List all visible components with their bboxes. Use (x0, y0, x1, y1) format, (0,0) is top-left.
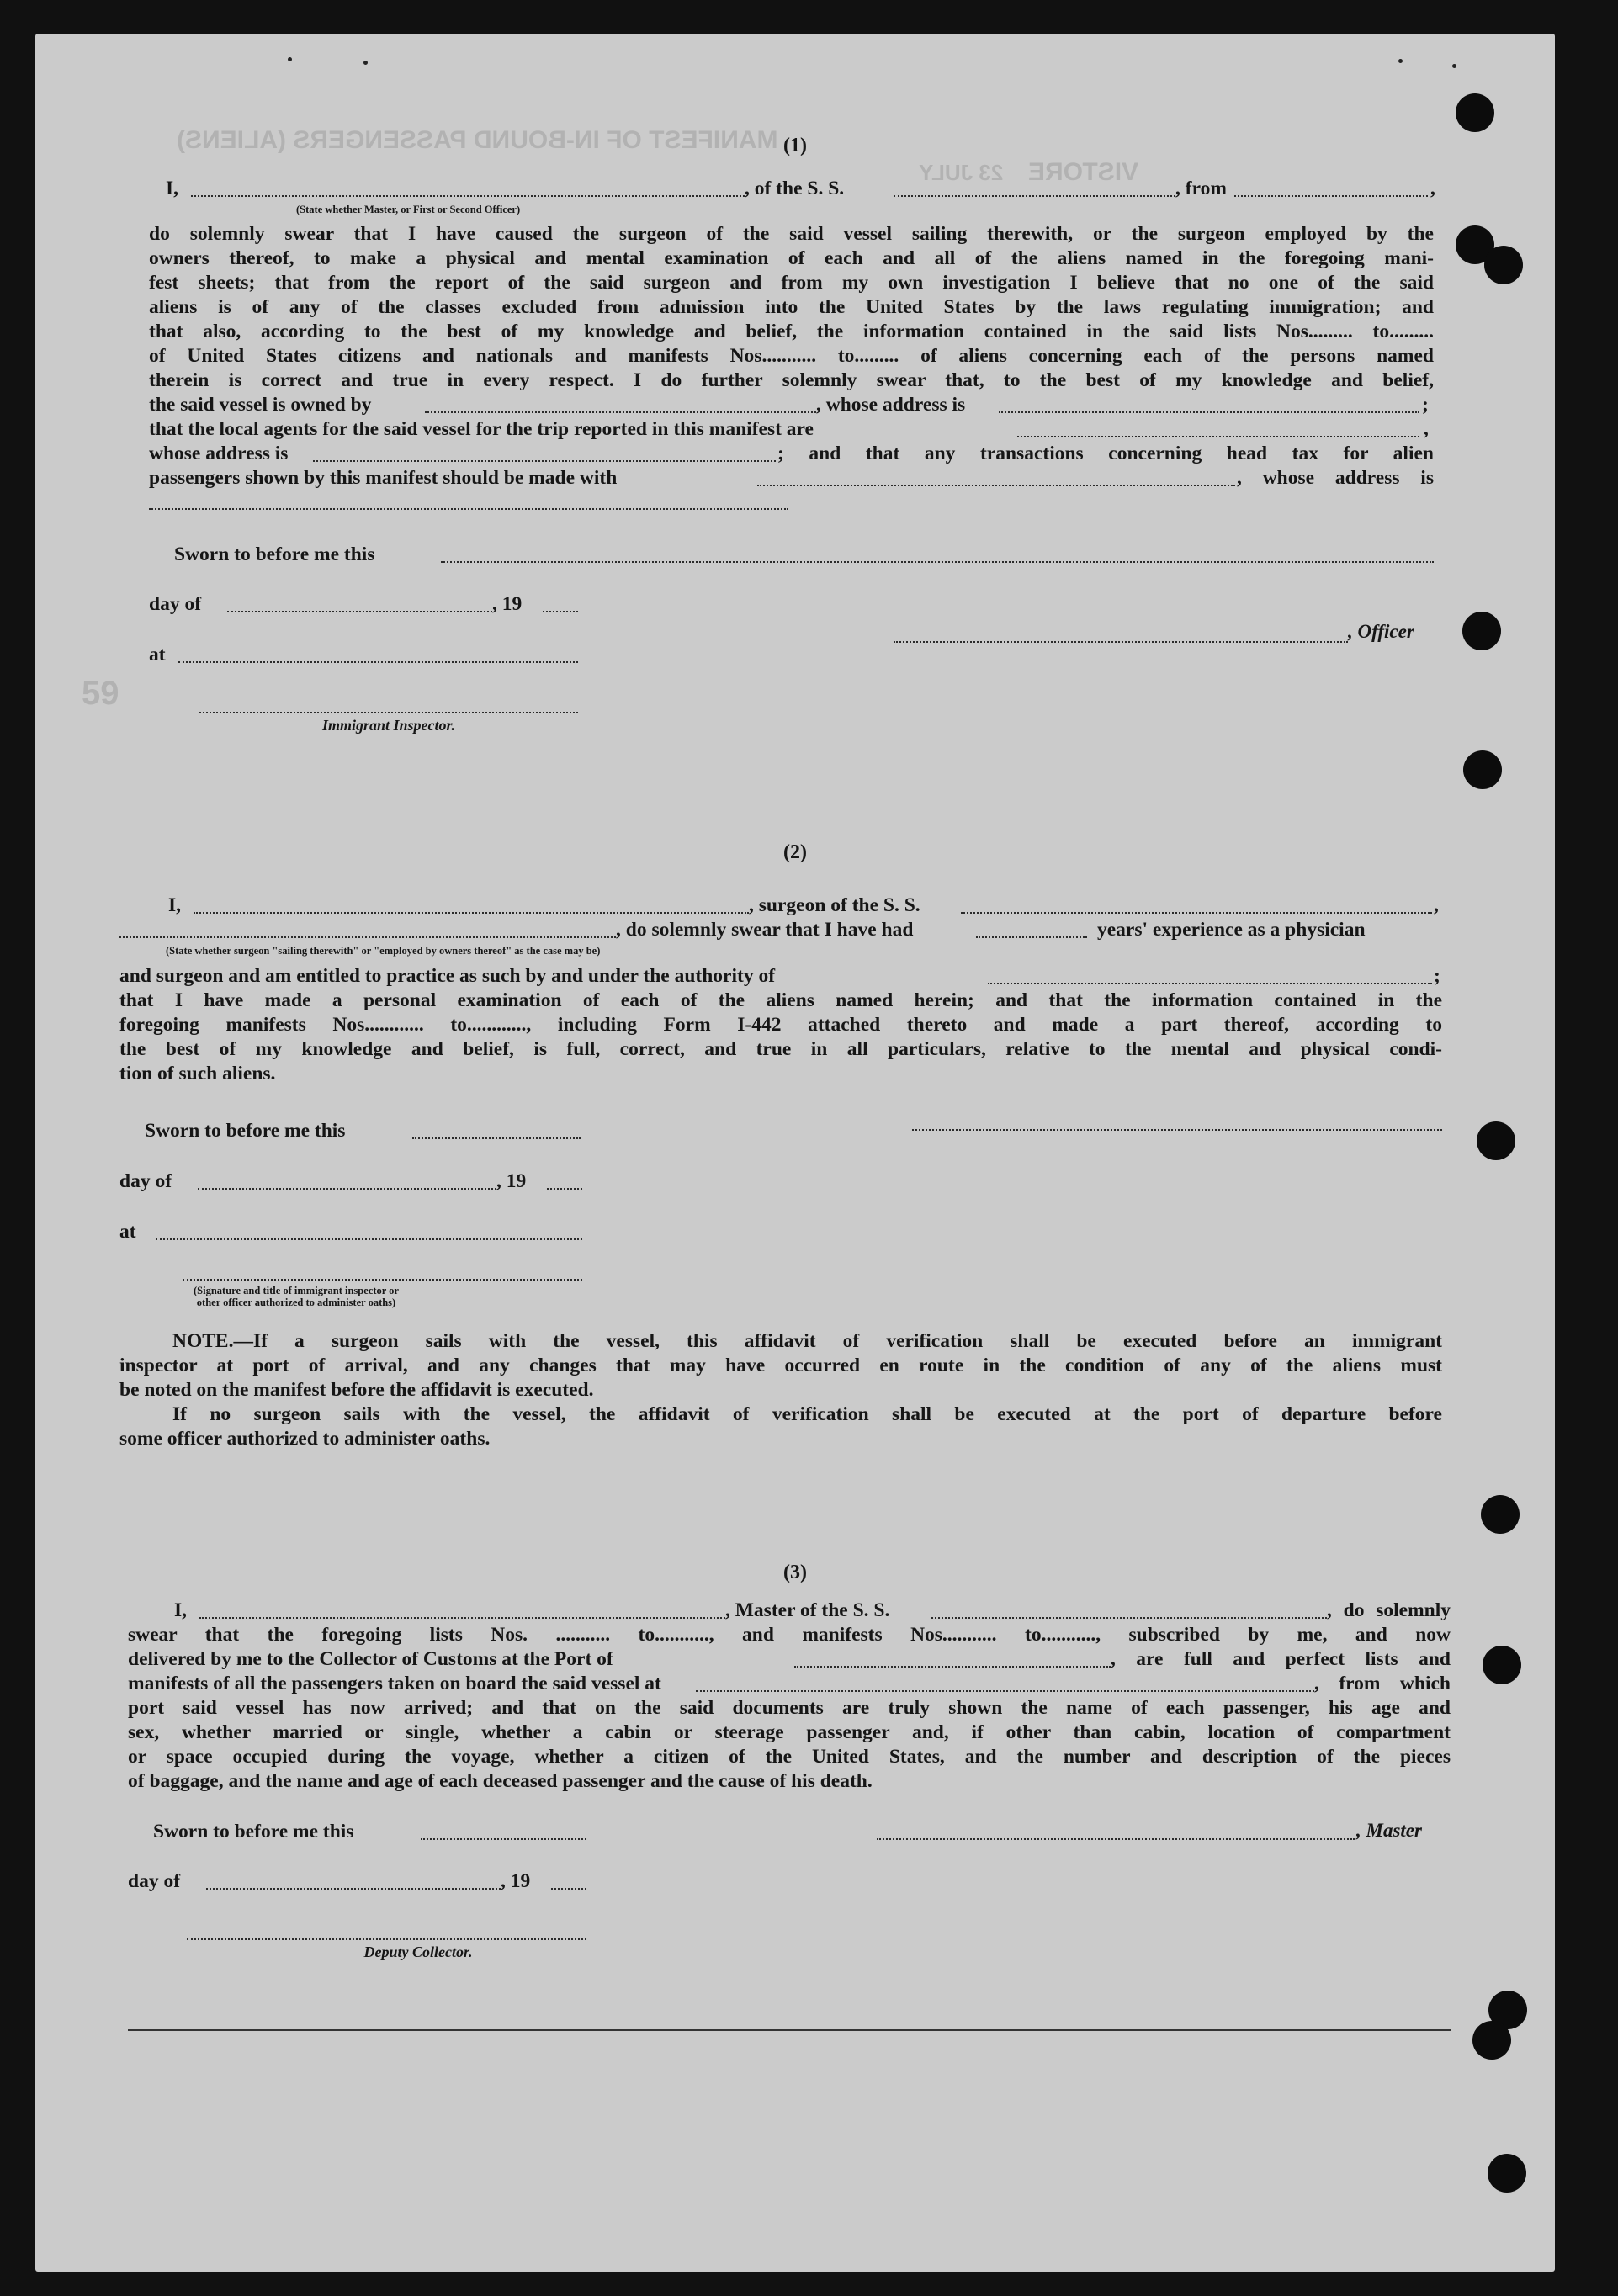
speck (1452, 64, 1456, 68)
s2-at-blank (156, 1238, 582, 1240)
s3-master-name-blank (199, 1617, 725, 1619)
s1-i: I, (166, 178, 179, 199)
s3-oath-line: sex, whether married or single, whether a cabin or steerage passenger and, if other than cabin, location of compartment (128, 1721, 1451, 1743)
s3-collector: delivered by me to the Collector of Customs at the Port of (128, 1648, 613, 1670)
s3-year: , 19 (501, 1870, 531, 1892)
punch-hole (1462, 612, 1501, 650)
s1-sworn: Sworn to before me this (174, 544, 375, 565)
s1-owner-address-label: , whose address is (816, 394, 966, 416)
s1-semicolon: ; (1422, 394, 1429, 416)
s2-vessel-blank (961, 912, 1432, 914)
s3-collector-signature-blank (187, 1938, 586, 1940)
punch-hole (1456, 93, 1494, 132)
s2-authority-blank (988, 983, 1432, 984)
s2-month-blank (198, 1188, 496, 1190)
speck (288, 57, 292, 61)
s1-inspector-signature-blank (199, 712, 578, 713)
s1-passengers: passengers shown by this manifest should be made with (149, 467, 618, 489)
s2-sworn-date-blank (412, 1137, 581, 1139)
s1-head-tax-party-blank (757, 485, 1235, 486)
s3-oath-line: or space occupied during the voyage, whether a citizen of the United States, and the number and description of the pieces (128, 1746, 1451, 1768)
s2-comma: , (1434, 894, 1439, 916)
section-2-heading: (2) (783, 841, 807, 863)
s2-oath-line: foregoing manifests Nos............ to............, including Form I-442 attached thereto and made a part thereof, according to (119, 1014, 1442, 1036)
s1-local-agents: that the local agents for the said vessel for the trip reported in this manifest are (149, 418, 814, 440)
s2-note2-line: some officer authorized to administer oaths. (119, 1428, 491, 1450)
s1-rank-caption: (State whether Master, or First or Second Officer) (296, 204, 521, 215)
s1-head-tax: ; and that any transactions concerning head tax for alien (777, 443, 1434, 464)
s3-deputy-collector-label: Deputy Collector. (363, 1943, 473, 1960)
speck (1398, 59, 1403, 63)
s3-i: I, (174, 1599, 188, 1621)
s3-master-label: , Master (1356, 1820, 1422, 1841)
s1-vessel-name-blank (894, 195, 1175, 197)
s3-departure-port-blank (696, 1690, 1314, 1692)
s1-agents-address-blank (313, 460, 776, 462)
s1-month-blank (227, 611, 492, 612)
s1-officer-label: , Officer (1348, 621, 1414, 642)
s1-officer-signature-blank (894, 641, 1348, 643)
s1-from: , from (1175, 178, 1227, 199)
s2-year: , 19 (496, 1170, 527, 1192)
s3-do-solemnly: , do solemnly (1327, 1599, 1451, 1621)
s3-oath-line: port said vessel has now arrived; and that on the said documents are truly shown the name of each passenger, his age and (128, 1697, 1451, 1719)
s2-oath-line: that I have made a personal examination of each of the aliens named herein; and that the information contained in the (119, 989, 1442, 1011)
s2-at: at (119, 1221, 136, 1243)
s1-owner-blank (425, 411, 816, 413)
bleed-through-date: 23 JULY (919, 160, 1004, 185)
s2-i: I, (168, 894, 182, 916)
s2-years-blank (976, 936, 1087, 938)
s1-whose-address-2: , whose address is (1237, 467, 1434, 489)
punch-hole (1472, 2021, 1511, 2060)
s1-sworn-date-blank (441, 561, 1434, 563)
s2-inspector-signature-blank (183, 1279, 582, 1281)
punch-hole (1477, 1121, 1515, 1160)
s2-note-line: be noted on the manifest before the affidavit is executed. (119, 1379, 594, 1401)
s1-from-port-blank (1234, 195, 1428, 197)
s1-inspector-label: Immigrant Inspector. (321, 717, 456, 734)
bleed-through-number: 59 (82, 675, 119, 712)
s1-year-blank (543, 611, 578, 612)
manifest-page (35, 34, 1555, 2272)
s3-master-of-ss: , Master of the S. S. (725, 1599, 890, 1621)
s2-status-caption: (State whether surgeon "sailing therewith" or "employed by owners thereof" as the case may be) (166, 945, 601, 957)
s3-sworn-date-blank (421, 1838, 586, 1840)
s1-oath-line: of United States citizens and nationals and manifests Nos........... to......... of aliens concerning each of the persons named (149, 345, 1434, 367)
s1-year: , 19 (492, 593, 523, 615)
s1-address-continuation-blank (149, 508, 788, 510)
s1-owner-address-blank (999, 411, 1419, 413)
s1-at: at (149, 644, 166, 665)
s2-day-of: day of (119, 1170, 172, 1192)
section-1-heading: (1) (783, 135, 807, 156)
s2-authority: and surgeon and am entitled to practice as such by and under the authority of (119, 965, 776, 987)
s2-oath-line: tion of such aliens. (119, 1063, 276, 1084)
s2-years-experience: years' experience as a physician (1097, 919, 1366, 941)
s1-at-blank (178, 661, 578, 663)
s3-month-blank (206, 1888, 501, 1890)
s2-status-blank (119, 936, 616, 938)
s2-year-blank (547, 1188, 582, 1190)
s3-full-perfect: , are full and perfect lists and (1111, 1648, 1451, 1670)
s1-oath-line: owners thereof, to make a physical and mental examination of each and all of the aliens named in the foregoing mani- (149, 247, 1434, 269)
punch-hole (1483, 1646, 1521, 1684)
s1-oath-line: aliens is of any of the classes excluded from admission into the United States by the laws regulating immigration; and (149, 296, 1434, 318)
speck (363, 61, 368, 65)
s3-day-of: day of (128, 1870, 181, 1892)
s1-oath-line: that also, according to the best of my knowledge and belief, the information contained in the said lists Nos......... to......... (149, 321, 1434, 342)
s1-of-ss: , of the S. S. (745, 178, 845, 199)
s1-oath-line: fest sheets; that from the report of the said surgeon and from my own investigation I believe that no one of the said (149, 272, 1434, 294)
punch-hole (1484, 246, 1523, 284)
s2-semicolon: ; (1434, 965, 1440, 987)
punch-hole (1463, 750, 1502, 789)
s1-comma: , (1424, 418, 1429, 440)
s2-swear: , do solemnly swear that I have had (616, 919, 914, 941)
s2-sworn: Sworn to before me this (145, 1120, 346, 1142)
s2-note-line: inspector at port of arrival, and any changes that may have occurred en route in the condition of any of the aliens must (119, 1355, 1442, 1376)
s2-surgeon-name-blank (194, 912, 749, 914)
s2-surgeon-of-ss: , surgeon of the S. S. (749, 894, 920, 916)
punch-hole (1488, 2154, 1526, 2193)
s3-oath-line: of baggage, and the name and age of each deceased passenger and the cause of his death. (128, 1770, 873, 1792)
s3-taken-on-board: manifests of all the passengers taken on board the said vessel at (128, 1673, 661, 1694)
s1-agents-blank (1017, 436, 1419, 437)
s3-year-blank (551, 1888, 586, 1890)
s1-whose-address: whose address is (149, 443, 289, 464)
s3-sworn: Sworn to before me this (153, 1821, 354, 1843)
s1-officer-name-blank (191, 195, 745, 197)
s1-oath-line: do solemnly swear that I have caused the surgeon of the said vessel sailing therewith, or the surgeon employed by the (149, 223, 1434, 245)
bottom-rule (128, 2029, 1451, 2031)
bleed-through-title: MANIFEST OF IN-BOUND PASSENGERS (ALIENS) (177, 126, 778, 154)
s2-surgeon-signature-blank (912, 1129, 1442, 1131)
s2-signature-caption: (Signature and title of immigrant inspector or other officer authorized to administer oaths) (194, 1285, 399, 1308)
s3-port-blank (794, 1666, 1111, 1668)
s1-day-of: day of (149, 593, 202, 615)
bleed-through-ship: VISTORE (1028, 158, 1139, 186)
s1-oath-line: therein is correct and true in every respect. I do further solemnly swear that, to the best of my knowledge and belief, (149, 369, 1434, 391)
s3-oath-line: swear that the foregoing lists Nos. ........... to..........., and manifests Nos........... to..........., subscribed by me, and now (128, 1624, 1451, 1646)
s3-master-signature-blank (877, 1838, 1355, 1840)
s1-owned-by: the said vessel is owned by (149, 394, 372, 416)
s3-from-which: , from which (1314, 1673, 1451, 1694)
s3-vessel-blank (931, 1617, 1327, 1619)
punch-hole (1481, 1495, 1520, 1534)
s2-note2-line: If no surgeon sails with the vessel, the affidavit of verification shall be executed at the port of departure before (172, 1403, 1442, 1425)
s2-oath-line: the best of my knowledge and belief, is full, correct, and true in all particulars, relative to the mental and physical condi- (119, 1038, 1442, 1060)
section-3-heading: (3) (783, 1562, 807, 1583)
s2-note-line: NOTE.—If a surgeon sails with the vessel, this affidavit of verification shall be executed before an immigrant (172, 1330, 1442, 1352)
s1-comma: , (1430, 178, 1435, 199)
